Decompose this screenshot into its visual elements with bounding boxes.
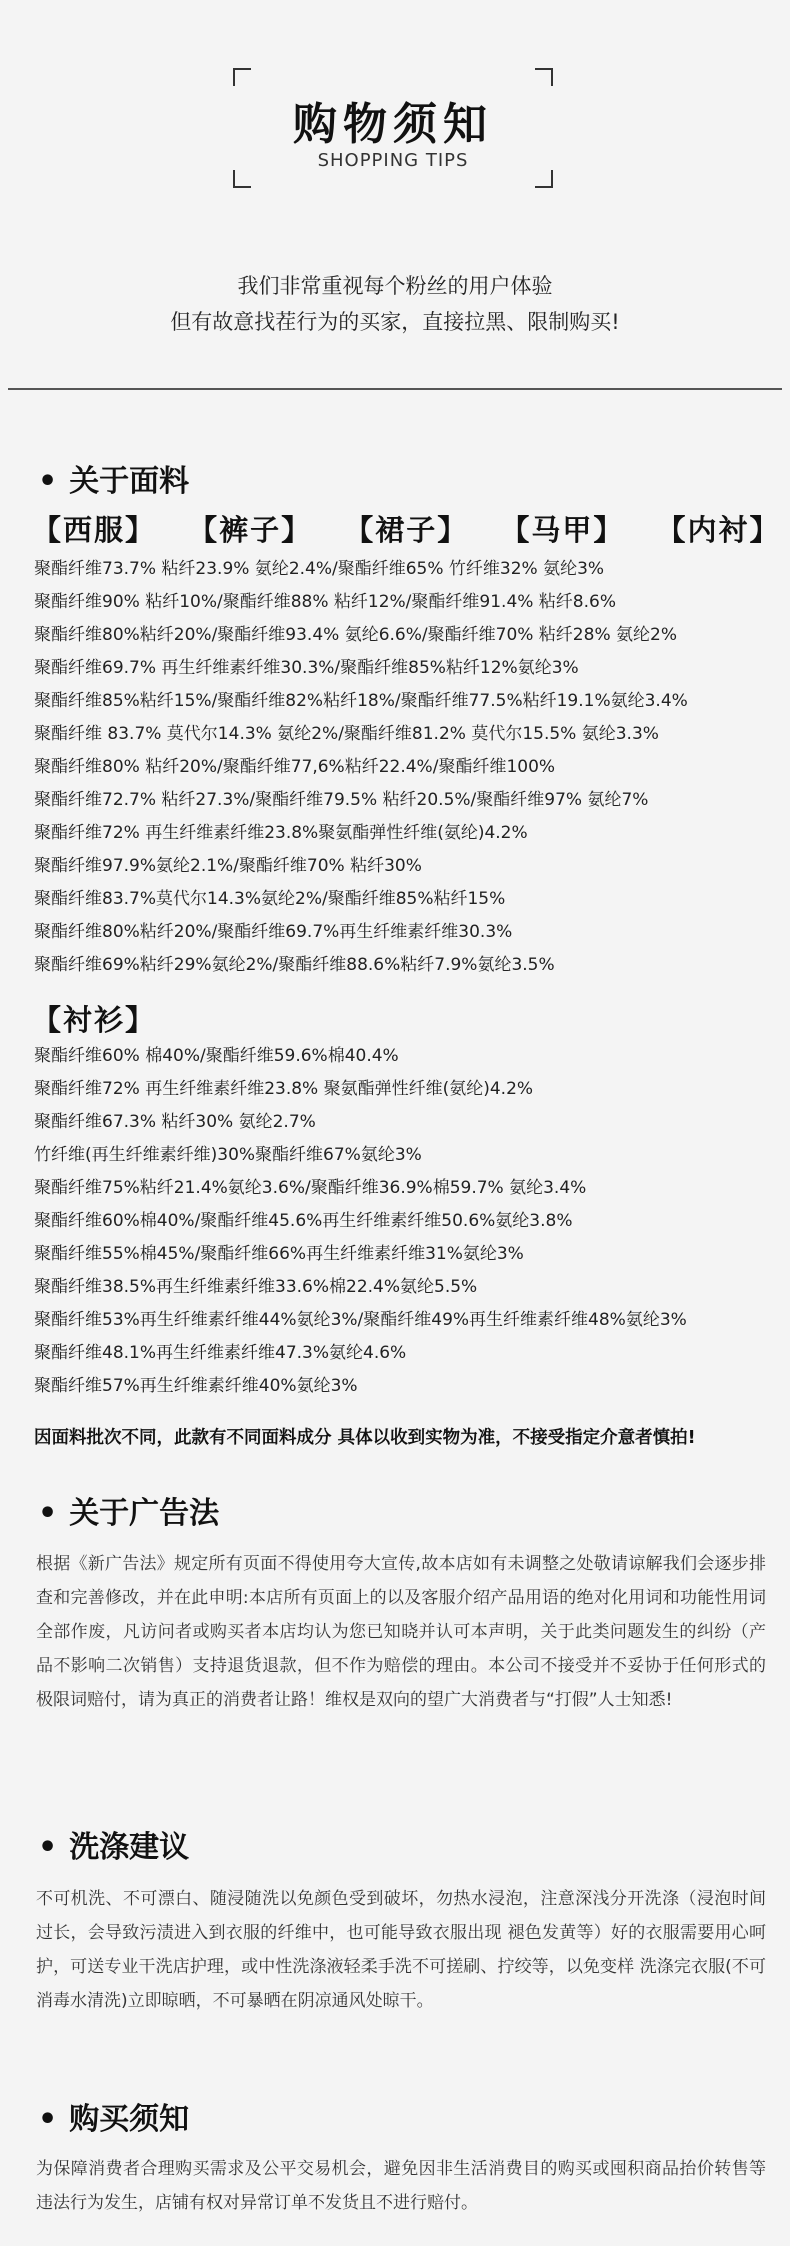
list-item: 聚酯纤维38.5%再生纤维素纤维33.6%棉22.4%氨纶5.5% xyxy=(34,1277,478,1297)
ad-law-heading xyxy=(38,1488,219,1532)
list-item: 聚酯纤维97.9%氨纶2.1%/聚酯纤维70% 粘纤30% xyxy=(34,856,422,876)
intro-line-2: 但有故意找茬行为的买家，直接拉黑、限制购买! xyxy=(170,310,620,334)
list-item: 聚酯纤维 83.7% 莫代尔14.3% 氨纶2%/聚酯纤维81.2% 莫代尔15.5% 氨纶3.3% xyxy=(34,724,659,744)
shirt-composition-list xyxy=(34,1040,687,1403)
list-item: 聚酯纤维72.7% 粘纤27.3%/聚酯纤维79.5% 粘纤20.5%/聚酯纤维97% 氨纶7% xyxy=(34,790,649,810)
list-item: 竹纤维(再生纤维素纤维)30%聚酯纤维67%氨纶3% xyxy=(34,1145,422,1165)
purchase-heading-text: 购买须知 xyxy=(69,2102,190,2137)
category-lining: 【内衬】 xyxy=(656,513,781,547)
page-title: 购物须知 xyxy=(293,99,493,150)
list-item: 聚酯纤维57%再生纤维素纤维40%氨纶3% xyxy=(34,1376,358,1396)
list-item: 聚酯纤维80%粘纤20%/聚酯纤维69.7%再生纤维素纤维30.3% xyxy=(34,922,513,942)
washing-heading-text: 洗涤建议 xyxy=(69,1830,190,1865)
bullet-icon: • xyxy=(38,1496,58,1531)
divider xyxy=(8,388,782,390)
page-subtitle: SHOPPING TIPS xyxy=(317,150,469,171)
bullet-icon: • xyxy=(38,464,58,499)
list-item: 聚酯纤维90% 粘纤10%/聚酯纤维88% 粘纤12%/聚酯纤维91.4% 粘纤8.6% xyxy=(34,592,617,612)
purchase-heading xyxy=(38,2094,189,2138)
corner-bracket-bottom-right xyxy=(535,170,553,188)
list-item: 聚酯纤维85%粘纤15%/聚酯纤维82%粘纤18%/聚酯纤维77.5%粘纤19.1%氨纶3.4% xyxy=(34,691,688,711)
bullet-icon: • xyxy=(38,2102,58,2137)
fabric-notice: 因面料批次不同，此款有不同面料成分 具体以收到实物为准，不接受指定介意者慎拍! xyxy=(34,1428,696,1448)
list-item: 聚酯纤维69.7% 再生纤维素纤维30.3%/聚酯纤维85%粘纤12%氨纶3% xyxy=(34,658,579,678)
category-suit: 【西服】 xyxy=(32,513,157,547)
category-vest: 【马甲】 xyxy=(500,513,625,547)
list-item: 聚酯纤维60% 棉40%/聚酯纤维59.6%棉40.4% xyxy=(34,1046,399,1066)
ad-law-heading-text: 关于广告法 xyxy=(69,1496,220,1531)
fabric-heading-text: 关于面料 xyxy=(69,464,190,499)
list-item: 聚酯纤维53%再生纤维素纤维44%氨纶3%/聚酯纤维49%再生纤维素纤维48%氨纶3% xyxy=(34,1310,687,1330)
list-item: 聚酯纤维55%棉45%/聚酯纤维66%再生纤维素纤维31%氨纶3% xyxy=(34,1244,524,1264)
category-skirt: 【裙子】 xyxy=(344,513,469,547)
shirt-heading: 【衬衫】 xyxy=(32,1003,157,1037)
fabric-composition-list xyxy=(34,553,688,982)
intro-text xyxy=(0,268,790,340)
intro-line-1: 我们非常重视每个粉丝的用户体验 xyxy=(237,274,553,298)
corner-bracket-top-left xyxy=(233,68,251,86)
corner-bracket-top-right xyxy=(535,68,553,86)
list-item: 聚酯纤维72% 再生纤维素纤维23.8% 聚氨酯弹性纤维(氨纶)4.2% xyxy=(34,1079,534,1099)
washing-heading xyxy=(38,1822,189,1866)
purchase-paragraph: 为保障消费者合理购买需求及公平交易机会，避免因非生活消费目的购买或囤积商品抬价转售等违法行为发生，店铺有权对异常订单不发货且不进行赔付。 xyxy=(36,2159,766,2213)
category-row xyxy=(32,508,790,549)
list-item: 聚酯纤维75%粘纤21.4%氨纶3.6%/聚酯纤维36.9%棉59.7% 氨纶3.4% xyxy=(34,1178,587,1198)
fabric-heading xyxy=(38,456,189,500)
list-item: 聚酯纤维60%棉40%/聚酯纤维45.6%再生纤维素纤维50.6%氨纶3.8% xyxy=(34,1211,573,1231)
list-item: 聚酯纤维72% 再生纤维素纤维23.8%聚氨酯弹性纤维(氨纶)4.2% xyxy=(34,823,528,843)
list-item: 聚酯纤维67.3% 粘纤30% 氨纶2.7% xyxy=(34,1112,316,1132)
list-item: 聚酯纤维80% 粘纤20%/聚酯纤维77,6%粘纤22.4%/聚酯纤维100% xyxy=(34,757,556,777)
list-item: 聚酯纤维83.7%莫代尔14.3%氨纶2%/聚酯纤维85%粘纤15% xyxy=(34,889,506,909)
bullet-icon: • xyxy=(38,1830,58,1865)
list-item: 聚酯纤维80%粘纤20%/聚酯纤维93.4% 氨纶6.6%/聚酯纤维70% 粘纤28% 氨纶2% xyxy=(34,625,677,645)
list-item: 聚酯纤维73.7% 粘纤23.9% 氨纶2.4%/聚酯纤维65% 竹纤维32% 氨纶3% xyxy=(34,559,605,579)
corner-bracket-bottom-left xyxy=(233,170,251,188)
title-box xyxy=(233,68,553,188)
list-item: 聚酯纤维69%粘纤29%氨纶2%/聚酯纤维88.6%粘纤7.9%氨纶3.5% xyxy=(34,955,555,975)
washing-paragraph: 不可机洗、不可漂白、随浸随洗以免颜色受到破坏，勿热水浸泡，注意深浅分开洗涤（浸泡时间过长，会导致污渍进入到衣服的纤维中，也可能导致衣服出现 褪色发黄等）好的衣服需要用心呵护，可送专业干洗店护理，或中性洗涤液轻柔手洗不可搓刷、拧绞等，以免变样 洗涤完衣服(不可消毒水清洗)立即晾晒，不可暴晒在阴凉通风处晾干。 xyxy=(36,1889,766,2011)
ad-law-paragraph: 根据《新广告法》规定所有页面不得使用夸大宣传,故本店如有未调整之处敬请谅解我们会逐步排查和完善修改，并在此申明:本店所有页面上的以及客服介绍产品用语的绝对化用词和功能性用词全部作废，凡访问者或购买者本店均认为您已知晓并认可本声明，关于此类问题发生的纠纷（产品不影响二次销售）支持退货退款，但不作为赔偿的理由。本公司不接受并不妥协于任何形式的极限词赔付，请为真正的消费者让路！维权是双向的望广大消费者与“打假”人士知悉! xyxy=(36,1554,766,1710)
category-pants: 【裤子】 xyxy=(188,513,313,547)
list-item: 聚酯纤维48.1%再生纤维素纤维47.3%氨纶4.6% xyxy=(34,1343,407,1363)
